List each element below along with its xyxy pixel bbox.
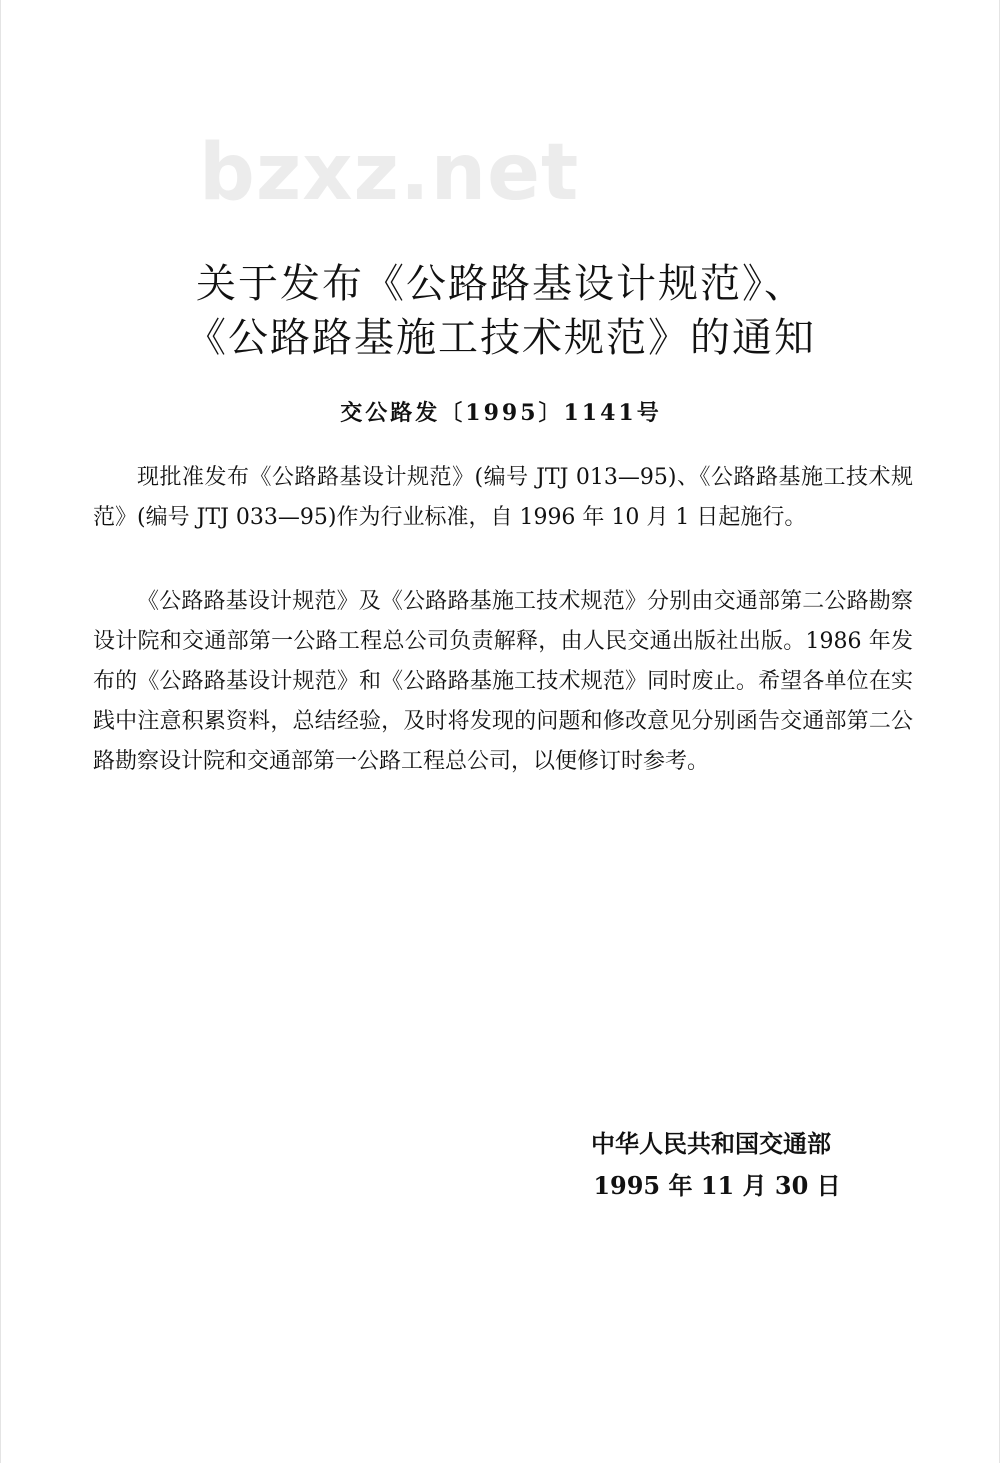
watermark-text: bzxz.net	[199, 128, 580, 218]
issuing-organization: 中华人民共和国交通部	[591, 1129, 831, 1158]
document-number: 交公路发〔1995〕1141号	[340, 400, 662, 426]
issue-date: 1995 年 11 月 30 日	[593, 1171, 841, 1200]
notice-title-line-1: 关于发布《公路路基设计规范》、	[196, 261, 806, 307]
notice-title-line-2: 《公路路基施工技术规范》的通知	[186, 315, 816, 361]
body-paragraph-approval: 现批准发布《公路路基设计规范》(编号 JTJ 013—95)、《公路路基施工技术规范》(编号 JTJ 033—95)作为行业标准，自 1996 年 10 月 1 日起施行。	[93, 465, 913, 530]
body-paragraph-interpretation: 《公路路基设计规范》及《公路路基施工技术规范》分别由交通部第二公路勘察设计院和交通部第一公路工程总公司负责解释，由人民交通出版社出版。1986 年发布的《公路路基设计规范》和《公路路基施工技术规范》同时废止。希望各单位在实践中注意积累资料，总结经验，及时将发现的问题和修改意见分别函告交通部第二公路勘察设计院和交通部第一公路工程总公司，以便修订时参考。	[93, 589, 913, 774]
